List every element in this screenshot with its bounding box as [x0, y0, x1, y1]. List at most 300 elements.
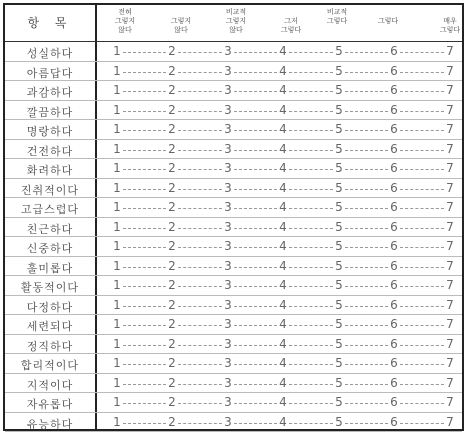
scale-dash [289, 345, 333, 346]
scale-point-2[interactable]: 2 [168, 395, 176, 409]
scale-point-6[interactable]: 6 [390, 356, 398, 370]
scale-point-4[interactable]: 4 [279, 141, 287, 156]
scale-dash [234, 267, 277, 268]
scale-dash [234, 111, 277, 112]
scale-dash [178, 247, 222, 248]
scale-dash [178, 345, 222, 346]
scale-point-4[interactable]: 4 [279, 317, 287, 331]
rating-scale [97, 413, 462, 432]
scale-point-3[interactable]: 3 [224, 63, 232, 78]
scale-dash [400, 91, 444, 92]
scale-dash [123, 306, 166, 307]
scale-dash [345, 364, 388, 365]
scale-point-6[interactable]: 6 [390, 219, 398, 234]
scale-point-3[interactable]: 3 [224, 200, 232, 214]
scale-point-6[interactable]: 6 [390, 141, 398, 156]
item-label: 다정하다 [26, 300, 74, 314]
item-label: 친근하다 [26, 222, 74, 236]
scale-point-7[interactable]: 7 [446, 258, 454, 273]
scale-point-6[interactable]: 6 [390, 180, 398, 195]
scale-point-6[interactable]: 6 [390, 102, 398, 117]
scale-point-2[interactable]: 2 [168, 258, 176, 273]
scale-point-4[interactable]: 4 [279, 375, 287, 390]
scale-dash [400, 130, 444, 131]
table-row [5, 159, 462, 179]
scale-dash [400, 286, 444, 287]
scale-point-7[interactable]: 7 [446, 102, 454, 117]
table-row [5, 140, 462, 160]
scale-point-1[interactable]: 1 [113, 375, 121, 390]
rating-scale [97, 81, 462, 100]
scale-point-1[interactable]: 1 [113, 239, 121, 253]
scale-point-5[interactable]: 5 [335, 63, 343, 78]
scale-dash [234, 306, 277, 307]
scale-dash [345, 130, 388, 131]
scale-point-7[interactable]: 7 [446, 180, 454, 195]
scale-dash [234, 345, 277, 346]
scale-dash [289, 267, 333, 268]
scale-point-7[interactable]: 7 [446, 317, 454, 331]
scale-dash [289, 306, 333, 307]
scale-point-1[interactable]: 1 [113, 356, 121, 370]
scale-point-3[interactable]: 3 [224, 278, 232, 292]
scale-point-6[interactable]: 6 [390, 122, 398, 136]
scale-point-2[interactable]: 2 [168, 297, 176, 312]
scale-point-5[interactable]: 5 [335, 297, 343, 312]
scale-point-1[interactable]: 1 [113, 180, 121, 195]
table-row [5, 218, 462, 238]
scale-point-3[interactable]: 3 [224, 161, 232, 175]
scale-point-5[interactable]: 5 [335, 122, 343, 136]
scale-dash [234, 364, 277, 365]
scale-dash [178, 52, 222, 53]
scale-point-4[interactable]: 4 [279, 44, 287, 58]
scale-dash [400, 208, 444, 209]
scale-dash [234, 169, 277, 170]
scale-point-7[interactable]: 7 [446, 141, 454, 156]
item-column-header: 항 목 [27, 16, 73, 30]
item-label: 훌미롭다 [26, 261, 74, 275]
table-row [5, 296, 462, 316]
scale-point-3[interactable]: 3 [224, 258, 232, 273]
item-label: 신중하다 [26, 242, 74, 255]
scale-point-2[interactable]: 2 [168, 83, 176, 97]
scale-dash [178, 189, 222, 190]
scale-point-3[interactable]: 3 [224, 336, 232, 351]
scale-point-7[interactable]: 7 [446, 375, 454, 390]
scale-dash [178, 208, 222, 209]
scale-dash [178, 286, 222, 287]
scale-dash [234, 384, 277, 385]
scale-dash [123, 247, 166, 248]
scale-point-6[interactable]: 6 [390, 161, 398, 175]
scale-point-5[interactable]: 5 [335, 44, 343, 58]
scale-dash [400, 384, 444, 385]
scale-dash [178, 91, 222, 92]
scale-point-2[interactable]: 2 [168, 375, 176, 390]
scale-point-6[interactable]: 6 [390, 258, 398, 273]
scale-point-2[interactable]: 2 [168, 414, 176, 429]
rating-scale [97, 315, 462, 334]
scale-dash [400, 267, 444, 268]
scale-point-5[interactable]: 5 [335, 336, 343, 351]
scale-point-2[interactable]: 2 [168, 102, 176, 117]
scale-point-6[interactable]: 6 [390, 297, 398, 312]
scale-point-7[interactable]: 7 [446, 161, 454, 175]
scale-dash [400, 247, 444, 248]
scale-point-1[interactable]: 1 [113, 200, 121, 214]
scale-point-5[interactable]: 5 [335, 239, 343, 253]
scale-point-2[interactable]: 2 [168, 278, 176, 292]
scale-point-6[interactable]: 6 [390, 375, 398, 390]
scale-point-5[interactable]: 5 [335, 414, 343, 429]
scale-dash [123, 325, 166, 326]
scale-header-4: 그저 그렇다 [280, 17, 302, 34]
scale-point-5[interactable]: 5 [335, 161, 343, 175]
scale-dash [289, 150, 333, 151]
scale-dash [345, 189, 388, 190]
scale-point-3[interactable]: 3 [224, 219, 232, 234]
scale-dash [400, 306, 444, 307]
scale-point-2[interactable]: 2 [168, 63, 176, 78]
scale-point-6[interactable]: 6 [390, 44, 398, 58]
scale-point-1[interactable]: 1 [113, 219, 121, 234]
scale-point-1[interactable]: 1 [113, 141, 121, 156]
scale-dash [123, 345, 166, 346]
item-label: 지적이다 [26, 378, 74, 392]
scale-point-2[interactable]: 2 [168, 180, 176, 195]
scale-dash [400, 72, 444, 73]
item-label: 명랑하다 [26, 125, 74, 138]
scale-point-4[interactable]: 4 [279, 63, 287, 78]
item-label: 세련되다 [26, 320, 74, 333]
scale-dash [400, 403, 444, 404]
item-label: 유능하다 [26, 417, 74, 431]
scale-point-1[interactable]: 1 [113, 63, 121, 78]
scale-point-3[interactable]: 3 [224, 122, 232, 136]
scale-point-4[interactable]: 4 [279, 180, 287, 195]
rating-scale [97, 120, 462, 139]
scale-dash [123, 52, 166, 53]
rating-scale [97, 179, 462, 198]
scale-point-4[interactable]: 4 [279, 161, 287, 175]
scale-point-5[interactable]: 5 [335, 278, 343, 292]
scale-dash [178, 384, 222, 385]
scale-point-7[interactable]: 7 [446, 83, 454, 97]
scale-dash [345, 345, 388, 346]
scale-point-5[interactable]: 5 [335, 141, 343, 156]
scale-dash [234, 325, 277, 326]
scale-point-5[interactable]: 5 [335, 356, 343, 370]
scale-point-7[interactable]: 7 [446, 395, 454, 409]
scale-point-6[interactable]: 6 [390, 278, 398, 292]
scale-point-6[interactable]: 6 [390, 63, 398, 78]
scale-dash [345, 228, 388, 229]
scale-point-3[interactable]: 3 [224, 375, 232, 390]
scale-point-2[interactable]: 2 [168, 122, 176, 136]
scale-point-4[interactable]: 4 [279, 414, 287, 429]
scale-dash [289, 286, 333, 287]
scale-point-1[interactable]: 1 [113, 317, 121, 331]
scale-point-5[interactable]: 5 [335, 395, 343, 409]
scale-point-1[interactable]: 1 [113, 102, 121, 117]
scale-dash [178, 306, 222, 307]
scale-point-7[interactable]: 7 [446, 297, 454, 312]
scale-dash [345, 384, 388, 385]
scale-dash [345, 72, 388, 73]
scale-dash [400, 325, 444, 326]
scale-dash [289, 364, 333, 365]
scale-dash [289, 228, 333, 229]
scale-point-6[interactable]: 6 [390, 239, 398, 253]
scale-dash [289, 423, 333, 424]
scale-point-6[interactable]: 6 [390, 317, 398, 331]
scale-dash [400, 345, 444, 346]
scale-point-3[interactable]: 3 [224, 44, 232, 58]
table-row [5, 179, 462, 199]
table-row [5, 42, 462, 62]
scale-point-3[interactable]: 3 [224, 102, 232, 117]
scale-dash [345, 247, 388, 248]
scale-point-4[interactable]: 4 [279, 258, 287, 273]
scale-point-6[interactable]: 6 [390, 414, 398, 429]
scale-dash [400, 423, 444, 424]
item-label: 합리적이다 [20, 359, 80, 372]
scale-dash [345, 169, 388, 170]
rating-scale [97, 335, 462, 354]
scale-dash [178, 72, 222, 73]
rating-scale [97, 62, 462, 81]
scale-point-2[interactable]: 2 [168, 336, 176, 351]
scale-point-5[interactable]: 5 [335, 102, 343, 117]
scale-dash [123, 111, 166, 112]
scale-point-3[interactable]: 3 [224, 83, 232, 97]
item-label: 화려하다 [26, 164, 74, 177]
scale-dash [178, 150, 222, 151]
scale-dash [400, 111, 444, 112]
scale-dash [400, 364, 444, 365]
scale-header-5: 비교적 그렇다 [326, 8, 348, 25]
scale-point-1[interactable]: 1 [113, 336, 121, 351]
scale-point-3[interactable]: 3 [224, 239, 232, 253]
rating-scale [97, 159, 462, 178]
scale-dash [345, 267, 388, 268]
scale-point-5[interactable]: 5 [335, 375, 343, 390]
scale-point-2[interactable]: 2 [168, 44, 176, 58]
scale-point-6[interactable]: 6 [390, 200, 398, 214]
scale-point-1[interactable]: 1 [113, 258, 121, 273]
scale-dash [345, 52, 388, 53]
scale-dash [345, 91, 388, 92]
scale-dash [123, 286, 166, 287]
scale-dash [289, 111, 333, 112]
table-row [5, 374, 462, 394]
scale-point-4[interactable]: 4 [279, 102, 287, 117]
scale-point-5[interactable]: 5 [335, 83, 343, 97]
scale-point-4[interactable]: 4 [279, 122, 287, 136]
item-label: 정직하다 [26, 339, 74, 353]
scale-dash [345, 306, 388, 307]
item-label: 건전하다 [26, 144, 74, 158]
scale-point-7[interactable]: 7 [446, 219, 454, 234]
rating-scale [97, 101, 462, 120]
scale-point-7[interactable]: 7 [446, 414, 454, 429]
scale-point-7[interactable]: 7 [446, 63, 454, 78]
scale-dash [289, 403, 333, 404]
rating-scale [97, 276, 462, 295]
scale-point-4[interactable]: 4 [279, 356, 287, 370]
scale-point-7[interactable]: 7 [446, 336, 454, 351]
item-label: 자유롭다 [26, 398, 74, 411]
scale-dash [123, 403, 166, 404]
scale-dash [289, 208, 333, 209]
scale-dash [345, 150, 388, 151]
scale-point-4[interactable]: 4 [279, 278, 287, 292]
scale-point-5[interactable]: 5 [335, 200, 343, 214]
scale-dash [289, 247, 333, 248]
scale-point-7[interactable]: 7 [446, 239, 454, 253]
scale-dash [178, 403, 222, 404]
rating-scale [97, 296, 462, 315]
scale-point-1[interactable]: 1 [113, 161, 121, 175]
rating-scale [97, 257, 462, 276]
scale-dash [234, 91, 277, 92]
scale-point-5[interactable]: 5 [335, 219, 343, 234]
scale-point-5[interactable]: 5 [335, 180, 343, 195]
scale-dash [345, 208, 388, 209]
rating-scale [97, 393, 462, 412]
scale-dash [289, 130, 333, 131]
scale-point-3[interactable]: 3 [224, 356, 232, 370]
scale-dash [345, 325, 388, 326]
scale-dash [289, 52, 333, 53]
scale-dash [345, 403, 388, 404]
scale-point-1[interactable]: 1 [113, 395, 121, 409]
scale-point-1[interactable]: 1 [113, 44, 121, 58]
scale-point-1[interactable]: 1 [113, 122, 121, 136]
table-row [5, 393, 462, 413]
scale-dash [345, 286, 388, 287]
scale-point-4[interactable]: 4 [279, 200, 287, 214]
scale-point-5[interactable]: 5 [335, 258, 343, 273]
scale-dash [234, 247, 277, 248]
scale-point-6[interactable]: 6 [390, 336, 398, 351]
scale-point-7[interactable]: 7 [446, 278, 454, 292]
scale-point-1[interactable]: 1 [113, 278, 121, 292]
scale-dash [178, 364, 222, 365]
scale-point-2[interactable]: 2 [168, 239, 176, 253]
scale-dash [234, 286, 277, 287]
scale-point-7[interactable]: 7 [446, 44, 454, 58]
scale-point-2[interactable]: 2 [168, 200, 176, 214]
table-header [5, 5, 462, 42]
scale-header-3: 비교적 그렇지 않다 [225, 8, 247, 34]
scale-dash [234, 403, 277, 404]
item-label: 고급스럽다 [20, 203, 80, 216]
scale-dash [178, 325, 222, 326]
table-row [5, 120, 462, 140]
scale-dash [178, 169, 222, 170]
scale-point-4[interactable]: 4 [279, 83, 287, 97]
scale-point-2[interactable]: 2 [168, 356, 176, 370]
scale-point-7[interactable]: 7 [446, 122, 454, 136]
scale-dash [234, 228, 277, 229]
scale-dash [345, 111, 388, 112]
scale-point-3[interactable]: 3 [224, 180, 232, 195]
scale-header-1: 전혀 그렇지 않다 [114, 8, 136, 34]
table-row [5, 276, 462, 296]
scale-point-5[interactable]: 5 [335, 317, 343, 331]
scale-point-1[interactable]: 1 [113, 297, 121, 312]
scale-point-6[interactable]: 6 [390, 395, 398, 409]
rating-scale [97, 218, 462, 237]
scale-dash [123, 228, 166, 229]
rating-scale [97, 354, 462, 373]
scale-dash [400, 189, 444, 190]
scale-dash [234, 423, 277, 424]
scale-point-3[interactable]: 3 [224, 297, 232, 312]
table-row [5, 335, 462, 355]
rating-scale [97, 140, 462, 159]
scale-point-2[interactable]: 2 [168, 161, 176, 175]
scale-point-1[interactable]: 1 [113, 414, 121, 429]
rating-scale [97, 237, 462, 256]
item-label: 진취적이다 [20, 183, 80, 197]
semantic-differential-table [3, 3, 464, 431]
scale-point-4[interactable]: 4 [279, 336, 287, 351]
scale-header-6: 그렇다 [377, 17, 399, 25]
scale-point-4[interactable]: 4 [279, 297, 287, 312]
scale-point-3[interactable]: 3 [224, 414, 232, 429]
scale-dash [123, 208, 166, 209]
scale-point-3[interactable]: 3 [224, 395, 232, 409]
table-row [5, 101, 462, 121]
item-label: 과감하다 [26, 86, 74, 99]
scale-point-7[interactable]: 7 [446, 200, 454, 214]
scale-point-2[interactable]: 2 [168, 219, 176, 234]
scale-point-4[interactable]: 4 [279, 395, 287, 409]
scale-point-6[interactable]: 6 [390, 83, 398, 97]
scale-dash [289, 189, 333, 190]
scale-point-4[interactable]: 4 [279, 239, 287, 253]
scale-point-4[interactable]: 4 [279, 219, 287, 234]
scale-point-1[interactable]: 1 [113, 83, 121, 97]
scale-header-2: 그렇지 않다 [170, 17, 192, 34]
item-label: 아름답다 [26, 66, 74, 80]
scale-point-3[interactable]: 3 [224, 317, 232, 331]
scale-dash [234, 189, 277, 190]
scale-point-7[interactable]: 7 [446, 356, 454, 370]
scale-point-2[interactable]: 2 [168, 141, 176, 156]
scale-dash [178, 228, 222, 229]
scale-point-2[interactable]: 2 [168, 317, 176, 331]
scale-dash [178, 423, 222, 424]
scale-dash [178, 130, 222, 131]
scale-dash [123, 364, 166, 365]
table-row [5, 237, 462, 257]
scale-dash [289, 91, 333, 92]
scale-dash [123, 384, 166, 385]
scale-dash [123, 169, 166, 170]
scale-point-3[interactable]: 3 [224, 141, 232, 156]
scale-dash [400, 150, 444, 151]
scale-dash [345, 423, 388, 424]
scale-dash [234, 208, 277, 209]
rating-scale [97, 198, 462, 217]
scale-dash [289, 384, 333, 385]
scale-dash [178, 267, 222, 268]
scale-dash [123, 423, 166, 424]
